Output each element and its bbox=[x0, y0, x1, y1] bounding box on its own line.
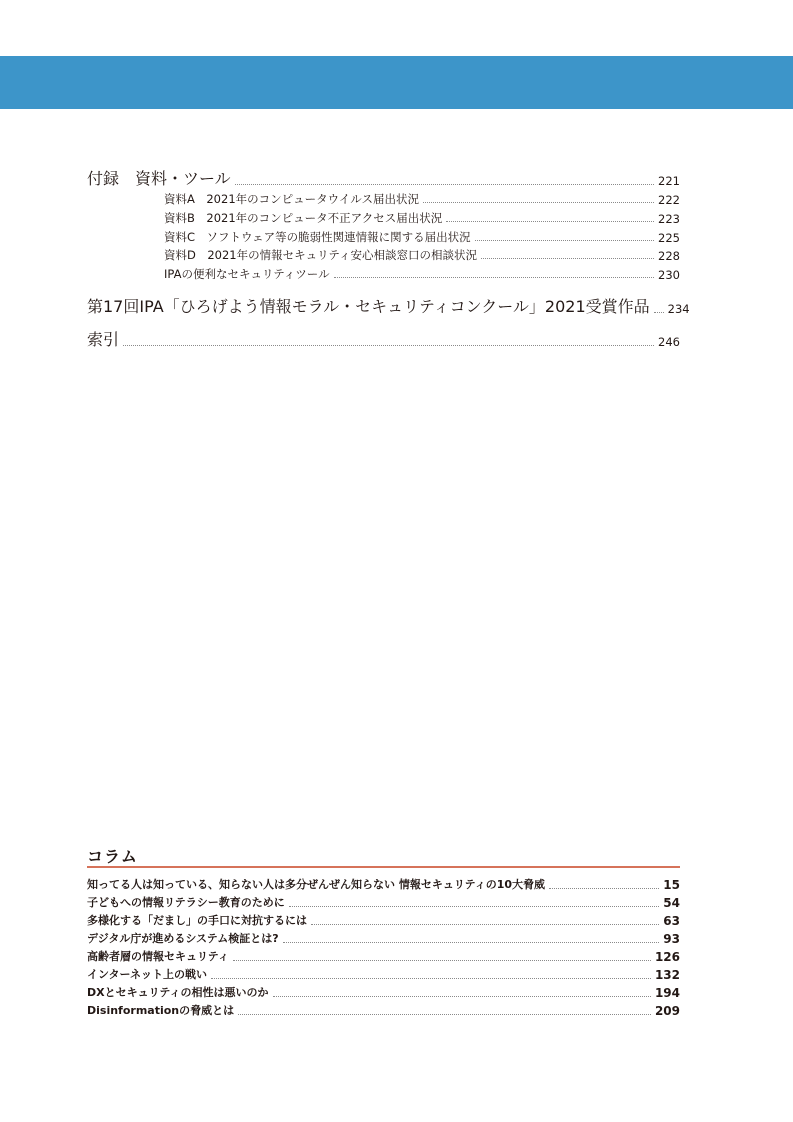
toc-entry-page: 221 bbox=[658, 174, 680, 188]
toc-entry-title: 付録 資料・ツール bbox=[87, 169, 231, 188]
dot-leader bbox=[334, 277, 654, 278]
toc-entry-contest[interactable] bbox=[87, 294, 690, 317]
column-entry[interactable] bbox=[87, 984, 680, 1000]
toc-entry-title: 索引 bbox=[87, 330, 120, 349]
toc-subentry-title: 資料D 2021年の情報セキュリティ安心相談窓口の相談状況 bbox=[164, 248, 477, 262]
toc-subentry[interactable] bbox=[164, 247, 680, 263]
column-entry-page: 15 bbox=[663, 878, 680, 892]
toc-entry-page: 246 bbox=[658, 335, 680, 349]
toc-subentry[interactable] bbox=[164, 191, 680, 207]
dot-leader bbox=[233, 960, 651, 961]
toc-entry-index[interactable] bbox=[87, 327, 680, 350]
toc-entry-appendix[interactable] bbox=[87, 166, 680, 189]
dot-leader bbox=[446, 221, 654, 222]
column-entry-page: 126 bbox=[654, 950, 680, 964]
column-entry-title: DXとセキュリティの相性は悪いのか bbox=[87, 986, 269, 999]
column-entry[interactable] bbox=[87, 912, 680, 928]
dot-leader bbox=[211, 978, 651, 979]
dot-leader bbox=[273, 996, 651, 997]
toc-entry-title: 第17回IPA「ひろげよう情報モラル・セキュリティコンクール」2021受賞作品 bbox=[87, 297, 650, 316]
column-entry-page: 63 bbox=[663, 914, 680, 928]
toc-subentry[interactable] bbox=[164, 229, 680, 245]
column-entry[interactable] bbox=[87, 894, 680, 910]
column-entry[interactable] bbox=[87, 930, 680, 946]
column-entry-page: 209 bbox=[654, 1004, 680, 1018]
dot-leader bbox=[289, 906, 660, 907]
toc-subentry-title: 資料C ソフトウェア等の脆弱性関連情報に関する届出状況 bbox=[164, 230, 471, 244]
column-entry-title: 多様化する「だまし」の手口に対抗するには bbox=[87, 914, 307, 927]
column-entry-title: 知ってる人は知っている、知らない人は多分ぜんぜん知らない 情報セキュリティの10大脅威 bbox=[87, 878, 546, 891]
toc-subentry-page: 222 bbox=[658, 193, 680, 207]
dot-leader bbox=[238, 1014, 651, 1015]
toc-entry-page: 234 bbox=[667, 302, 690, 316]
dot-leader bbox=[311, 924, 659, 925]
column-entry-page: 132 bbox=[654, 968, 680, 982]
columns-divider bbox=[87, 866, 680, 868]
dot-leader bbox=[549, 888, 659, 889]
toc-subentry-title: IPAの便利なセキュリティツール bbox=[164, 267, 330, 281]
column-entry-page: 93 bbox=[663, 932, 680, 946]
toc-subentry[interactable] bbox=[164, 210, 680, 226]
toc-subentry-page: 225 bbox=[658, 231, 680, 245]
toc-subentry-title: 資料A 2021年のコンピュータウイルス届出状況 bbox=[164, 192, 419, 206]
columns-heading: コラム bbox=[87, 847, 138, 866]
column-entry-page: 54 bbox=[663, 896, 680, 910]
toc-subentry-page: 223 bbox=[658, 212, 680, 226]
column-entry-title: 子どもへの情報リテラシー教育のために bbox=[87, 896, 285, 909]
toc-subentry-title: 資料B 2021年のコンピュータ不正アクセス届出状況 bbox=[164, 211, 443, 225]
header-band bbox=[0, 56, 793, 109]
column-entry-title: インターネット上の戦い bbox=[87, 968, 208, 981]
column-entry-title: デジタル庁が進めるシステム検証とは? bbox=[87, 932, 279, 945]
dot-leader bbox=[123, 345, 654, 346]
column-entry-title: Disinformationの脅威とは bbox=[87, 1004, 235, 1017]
toc-subentry-page: 228 bbox=[658, 249, 680, 263]
dot-leader bbox=[235, 184, 654, 185]
dot-leader bbox=[654, 312, 664, 313]
dot-leader bbox=[423, 202, 654, 203]
column-entry-page: 194 bbox=[654, 986, 680, 1000]
column-entry[interactable] bbox=[87, 948, 680, 964]
column-entry[interactable] bbox=[87, 876, 680, 892]
dot-leader bbox=[481, 258, 654, 259]
toc-subentry[interactable] bbox=[164, 266, 680, 282]
toc-subentry-page: 230 bbox=[658, 268, 680, 282]
column-entry[interactable] bbox=[87, 966, 680, 982]
dot-leader bbox=[475, 240, 654, 241]
dot-leader bbox=[283, 942, 660, 943]
column-entry[interactable] bbox=[87, 1002, 680, 1018]
column-entry-title: 高齢者層の情報セキュリティ bbox=[87, 950, 229, 963]
